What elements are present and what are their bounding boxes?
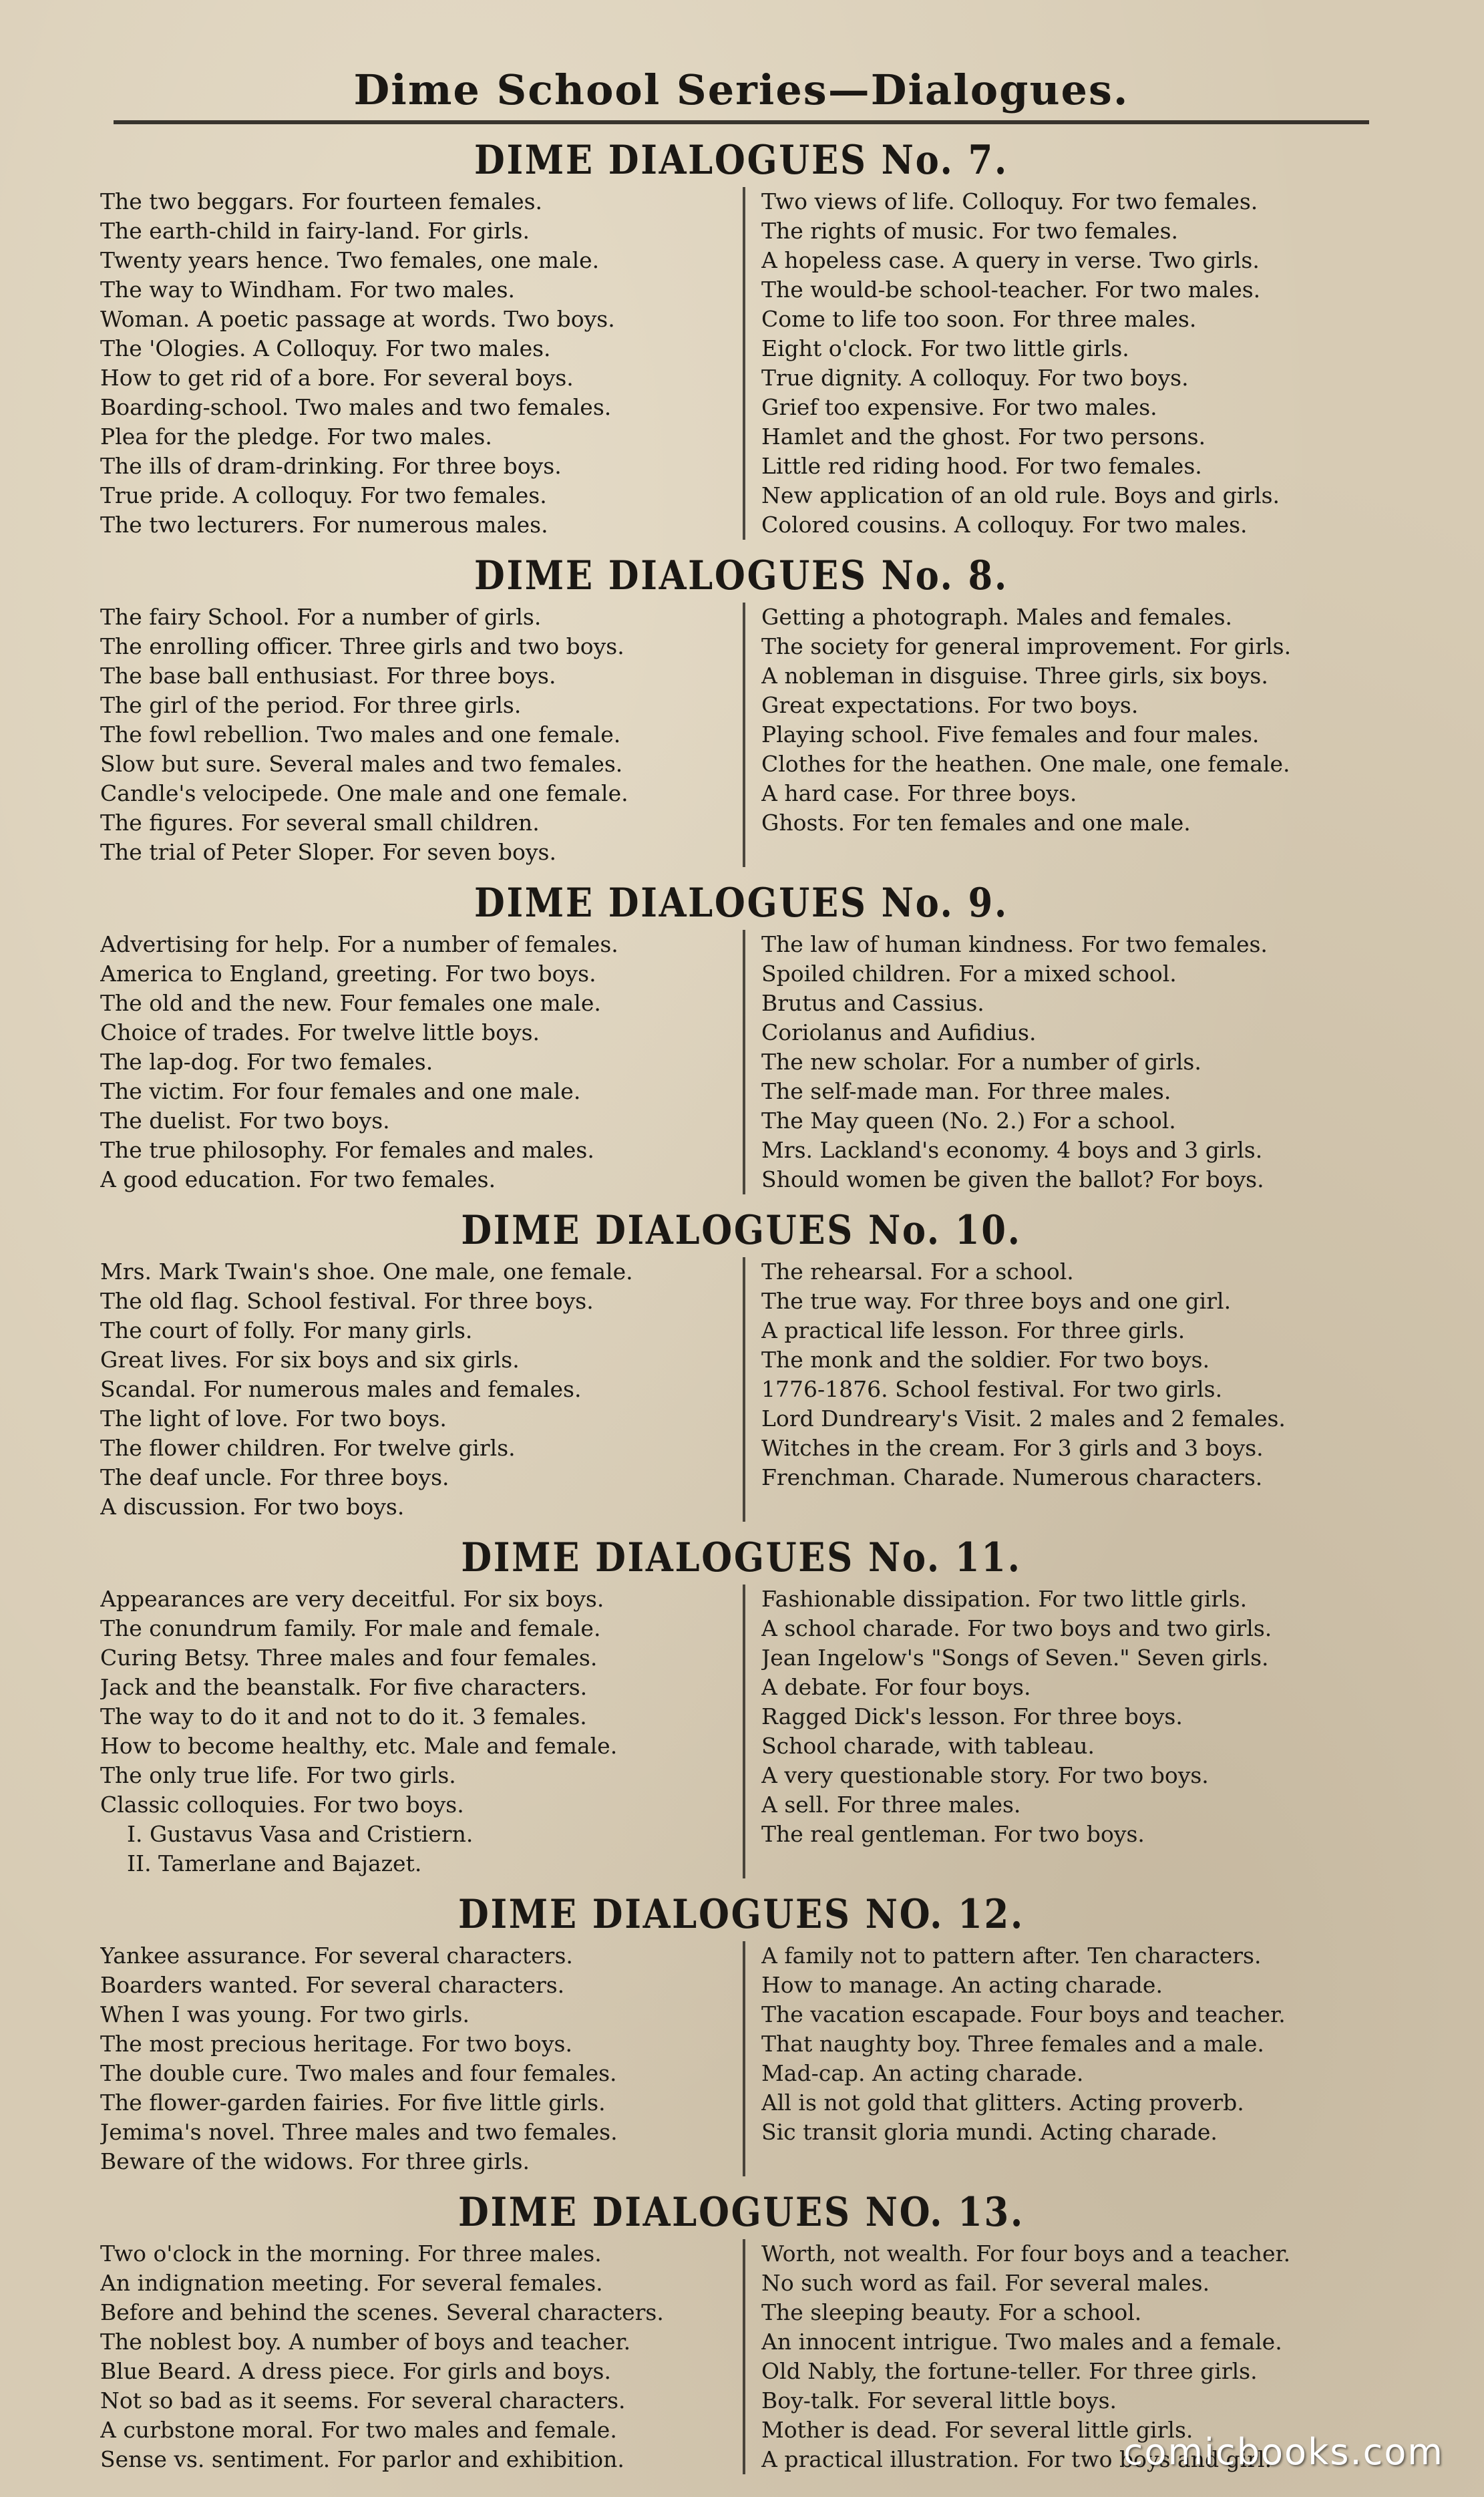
dialogue-entry: The way to Windham. For two males. (100, 277, 515, 303)
dialogue-entry: That naughty boy. Three females and a male. (761, 2031, 1264, 2057)
dialogue-entry: The figures. For several small children. (100, 810, 540, 836)
dialogue-entry: 1776-1876. School festival. For two girls. (761, 1376, 1223, 1402)
dialogue-entry: Sic transit gloria mundi. Acting charade. (761, 2119, 1218, 2145)
dialogue-entry: Eight o'clock. For two little girls. (761, 335, 1129, 361)
dialogue-entry: The fowl rebellion. Two males and one female. (100, 721, 621, 747)
dialogue-entry: The fairy School. For a number of girls. (100, 604, 542, 630)
dialogue-entry: The rehearsal. For a school. (761, 1259, 1074, 1285)
dialogue-entry: Classic colloquies. For two boys. (100, 1792, 464, 1818)
dialogue-entry: Boarders wanted. For several characters. (100, 1972, 565, 1998)
dialogue-entry: New application of an old rule. Boys and girls. (761, 482, 1280, 508)
dialogue-section (87, 549, 1396, 867)
dialogue-entry: Appearances are very deceitful. For six boys. (100, 1586, 604, 1612)
dialogue-entry: A debate. For four boys. (761, 1674, 1031, 1700)
dialogue-entry: Frenchman. Charade. Numerous characters. (761, 1464, 1263, 1490)
section-title: DIME DIALOGUES NO. 13. (458, 2189, 1025, 2236)
column-divider (743, 1585, 745, 1878)
dialogue-entry: The light of love. For two boys. (100, 1405, 447, 1432)
dialogue-entry: The deaf uncle. For three boys. (100, 1464, 449, 1490)
dialogue-entry: The double cure. Two males and four females. (100, 2060, 617, 2086)
dialogue-entry: The victim. For four females and one male. (100, 1078, 581, 1104)
dialogue-entry: The true way. For three boys and one girl. (761, 1288, 1232, 1314)
left-column (87, 1941, 743, 2176)
dialogue-entry: The ills of dram-drinking. For three boys. (100, 453, 562, 479)
dialogue-entry: Boy-talk. For several little boys. (761, 2387, 1117, 2413)
dialogue-entry: The only true life. For two girls. (100, 1762, 456, 1788)
dialogue-entry: A discussion. For two boys. (100, 1494, 405, 1520)
left-column (87, 1257, 743, 1522)
dialogue-entry: Should women be given the ballot? For boys. (761, 1166, 1264, 1192)
dialogue-entry: Spoiled children. For a mixed school. (761, 961, 1177, 987)
dialogue-entry: The old and the new. Four females one male. (100, 990, 601, 1016)
dialogue-entry: Fashionable dissipation. For two little girls. (761, 1586, 1248, 1612)
dialogue-entry: I. Gustavus Vasa and Cristiern. (127, 1821, 474, 1847)
right-column (745, 1257, 1396, 1522)
dialogue-entry: The law of human kindness. For two females. (761, 931, 1268, 957)
section-title: DIME DIALOGUES No. 7. (474, 137, 1008, 184)
section-columns (87, 1941, 1396, 2176)
dialogue-entry: Little red riding hood. For two females. (761, 453, 1202, 479)
dialogue-entry: The real gentleman. For two boys. (761, 1821, 1145, 1847)
dialogue-entry: Jemima's novel. Three males and two females. (100, 2119, 618, 2145)
section-columns (87, 1585, 1396, 1878)
dialogue-entry: The most precious heritage. For two boys. (100, 2031, 572, 2057)
dialogue-entry: A hard case. For three boys. (761, 780, 1077, 806)
dialogue-entry: Plea for the pledge. For two males. (100, 424, 492, 450)
dialogue-entry: Two views of life. Colloquy. For two females. (761, 188, 1258, 214)
dialogue-entry: Coriolanus and Aufidius. (761, 1019, 1037, 1045)
dialogue-entry: The earth-child in fairy-land. For girls. (100, 218, 530, 244)
column-divider (743, 1257, 745, 1522)
dialogue-entry: True pride. A colloquy. For two females. (100, 482, 547, 508)
watermark: comicbooks.com (1123, 2431, 1444, 2473)
dialogue-entry: The rights of music. For two females. (761, 218, 1179, 244)
dialogue-entry: The girl of the period. For three girls. (100, 692, 522, 718)
dialogue-entry: II. Tamerlane and Bajazet. (127, 1850, 422, 1876)
dialogue-entry: Colored cousins. A colloquy. For two males. (761, 512, 1248, 538)
dialogue-entry: An indignation meeting. For several females. (100, 2270, 603, 2296)
dialogue-entry: The trial of Peter Sloper. For seven boys. (100, 839, 556, 865)
dialogue-entry: Mrs. Mark Twain's shoe. One male, one female. (100, 1259, 633, 1285)
dialogue-entry: The new scholar. For a number of girls. (761, 1049, 1201, 1075)
dialogue-entry: The monk and the soldier. For two boys. (761, 1347, 1210, 1373)
dialogue-entry: Curing Betsy. Three males and four females. (100, 1645, 598, 1671)
dialogue-section (87, 1204, 1396, 1522)
section-title: DIME DIALOGUES No. 10. (461, 1207, 1022, 1254)
dialogue-entry: Before and behind the scenes. Several characters. (100, 2299, 664, 2325)
right-column (745, 1941, 1396, 2176)
dialogue-entry: A curbstone moral. For two males and female. (100, 2417, 617, 2443)
dialogue-section (87, 1888, 1396, 2176)
dialogue-entry: The base ball enthusiast. For three boys. (100, 663, 556, 689)
dialogue-entry: Clothes for the heathen. One male, one female. (761, 751, 1290, 777)
dialogue-entry: Getting a photograph. Males and females. (761, 604, 1233, 630)
dialogue-entry: Grief too expensive. For two males. (761, 394, 1157, 420)
dialogue-entry: The May queen (No. 2.) For a school. (761, 1108, 1176, 1134)
dialogue-entry: The vacation escapade. Four boys and teacher. (761, 2001, 1286, 2027)
dialogue-entry: The old flag. School festival. For three boys. (100, 1288, 594, 1314)
dialogue-entry: Choice of trades. For twelve little boys. (100, 1019, 540, 1045)
right-column (745, 1585, 1396, 1878)
dialogue-entry: The court of folly. For many girls. (100, 1317, 473, 1343)
dialogue-entry: Great expectations. For two boys. (761, 692, 1139, 718)
dialogue-entry: Lord Dundreary's Visit. 2 males and 2 females. (761, 1405, 1286, 1432)
right-column (745, 930, 1396, 1194)
dialogue-entry: Advertising for help. For a number of females. (100, 931, 618, 957)
left-column (87, 603, 743, 867)
dialogue-entry: Scandal. For numerous males and females. (100, 1376, 582, 1402)
dialogue-entry: A hopeless case. A query in verse. Two girls. (761, 247, 1260, 273)
dialogue-entry: Ghosts. For ten females and one male. (761, 810, 1191, 836)
dialogue-entry: America to England, greeting. For two boys. (100, 961, 596, 987)
dialogue-entry: A sell. For three males. (761, 1792, 1021, 1818)
dialogue-entry: Jack and the beanstalk. For five characters. (100, 1674, 588, 1700)
dialogue-entry: Playing school. Five females and four males. (761, 721, 1260, 747)
dialogue-section (87, 1531, 1396, 1878)
dialogue-entry: An innocent intrigue. Two males and a female. (761, 2329, 1282, 2355)
dialogue-entry: The would-be school-teacher. For two males. (761, 277, 1261, 303)
left-column (87, 187, 743, 540)
dialogue-entry: Old Nably, the fortune-teller. For three girls. (761, 2358, 1258, 2384)
section-columns (87, 1257, 1396, 1522)
column-divider (743, 187, 745, 540)
head-rule (114, 120, 1369, 124)
dialogue-entry: The two lecturers. For numerous males. (100, 512, 548, 538)
dialogue-entry: Mother is dead. For several little girls. (761, 2417, 1193, 2443)
dialogue-entry: School charade, with tableau. (761, 1733, 1095, 1759)
column-divider (743, 2239, 745, 2474)
dialogue-entry: Hamlet and the ghost. For two persons. (761, 424, 1206, 450)
dialogue-entry: Brutus and Cassius. (761, 990, 984, 1016)
dialogue-entry: The duelist. For two boys. (100, 1108, 390, 1134)
dialogue-entry: Candle's velocipede. One male and one female. (100, 780, 628, 806)
dialogue-entry: The enrolling officer. Three girls and two boys. (100, 633, 624, 659)
dialogue-entry: No such word as fail. For several males. (761, 2270, 1210, 2296)
dialogue-entry: A nobleman in disguise. Three girls, six boys. (761, 663, 1268, 689)
dialogue-entry: Mad-cap. An acting charade. (761, 2060, 1084, 2086)
dialogue-entry: Not so bad as it seems. For several characters. (100, 2387, 626, 2413)
dialogue-entry: The sleeping beauty. For a school. (761, 2299, 1142, 2325)
left-column (87, 1585, 743, 1878)
dialogue-entry: Yankee assurance. For several characters. (100, 1943, 573, 1969)
section-columns (87, 187, 1396, 540)
dialogue-entry: The noblest boy. A number of boys and teacher. (100, 2329, 631, 2355)
section-title: DIME DIALOGUES No. 8. (474, 552, 1008, 599)
dialogue-entry: Witches in the cream. For 3 girls and 3 boys. (761, 1435, 1264, 1461)
dialogue-entry: The way to do it and not to do it. 3 females. (100, 1703, 587, 1729)
left-column (87, 930, 743, 1194)
dialogue-entry: Slow but sure. Several males and two females. (100, 751, 623, 777)
dialogue-entry: The lap-dog. For two females. (100, 1049, 433, 1075)
dialogue-section (87, 134, 1396, 540)
column-divider (743, 1941, 745, 2176)
dialogue-entry: Jean Ingelow's "Songs of Seven." Seven girls. (761, 1645, 1269, 1671)
dialogue-entry: The conundrum family. For male and female. (100, 1615, 601, 1641)
section-columns (87, 930, 1396, 1194)
dialogue-entry: Two o'clock in the morning. For three males. (100, 2240, 602, 2267)
dialogue-entry: A practical life lesson. For three girls. (761, 1317, 1185, 1343)
dialogue-entry: The flower children. For twelve girls. (100, 1435, 516, 1461)
dialogue-entry: The two beggars. For fourteen females. (100, 188, 543, 214)
dialogue-entry: A very questionable story. For two boys. (761, 1762, 1209, 1788)
dialogue-entry: Woman. A poetic passage at words. Two boys. (100, 306, 615, 332)
dialogue-entry: The true philosophy. For females and males. (100, 1137, 594, 1163)
running-head: Dime School Series—Dialogues. (353, 65, 1129, 114)
dialogue-entry: When I was young. For two girls. (100, 2001, 470, 2027)
left-column (87, 2239, 743, 2474)
dialogue-entry: A practical illustration. For two boys and girl. (761, 2446, 1272, 2472)
dialogue-entry: The 'Ologies. A Colloquy. For two males. (100, 335, 551, 361)
column-divider (743, 930, 745, 1194)
dialogue-entry: Sense vs. sentiment. For parlor and exhibition. (100, 2446, 624, 2472)
dialogue-entry: The flower-garden fairies. For five little girls. (100, 2090, 606, 2116)
dialogue-entry: Beware of the widows. For three girls. (100, 2148, 530, 2174)
dialogue-entry: Twenty years hence. Two females, one male. (100, 247, 600, 273)
right-column (745, 603, 1396, 867)
section-title: DIME DIALOGUES No. 11. (461, 1534, 1022, 1581)
dialogue-entry: A family not to pattern after. Ten characters. (761, 1943, 1262, 1969)
dialogue-entry: Ragged Dick's lesson. For three boys. (761, 1703, 1183, 1729)
dialogue-entry: Come to life too soon. For three males. (761, 306, 1197, 332)
section-title: DIME DIALOGUES NO. 12. (458, 1891, 1025, 1938)
dialogue-entry: Great lives. For six boys and six girls. (100, 1347, 520, 1373)
dialogue-entry: Blue Beard. A dress piece. For girls and boys. (100, 2358, 611, 2384)
dialogue-entry: How to get rid of a bore. For several boys. (100, 365, 574, 391)
dialogue-entry: Boarding-school. Two males and two females. (100, 394, 612, 420)
dialogue-entry: A school charade. For two boys and two girls. (761, 1615, 1272, 1641)
dialogue-entry: Mrs. Lackland's economy. 4 boys and 3 girls. (761, 1137, 1263, 1163)
dialogue-entry: The society for general improvement. For girls. (761, 633, 1292, 659)
dialogue-entry: How to manage. An acting charade. (761, 1972, 1163, 1998)
dialogue-entry: How to become healthy, etc. Male and female. (100, 1733, 618, 1759)
dialogue-entry: All is not gold that glitters. Acting proverb. (761, 2090, 1244, 2116)
column-divider (743, 603, 745, 867)
right-column (745, 187, 1396, 540)
section-columns (87, 603, 1396, 867)
dialogue-entry: A good education. For two females. (100, 1166, 496, 1192)
dialogue-entry: The self-made man. For three males. (761, 1078, 1171, 1104)
sections-container (87, 134, 1396, 2474)
dialogue-entry: True dignity. A colloquy. For two boys. (761, 365, 1189, 391)
dialogue-entry: Worth, not wealth. For four boys and a teacher. (761, 2240, 1291, 2267)
dialogue-section (87, 876, 1396, 1194)
section-title: DIME DIALOGUES No. 9. (474, 880, 1008, 927)
